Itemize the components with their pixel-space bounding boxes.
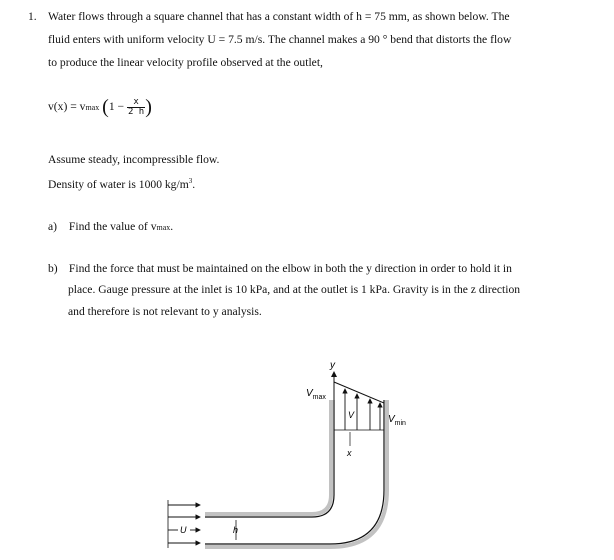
assumption-steady: Assume steady, incompressible flow. <box>48 153 220 166</box>
part-a-letter: a) <box>48 220 58 233</box>
part-b-line-3: and therefore is not relevant to y analysis. <box>68 305 262 318</box>
intro-line-1: Water flows through a square channel that has a constant width of h = 75 mm, as shown below. The <box>48 10 510 23</box>
label-vmax-v: V <box>306 388 313 399</box>
part-b-letter: b) <box>48 262 58 275</box>
label-x: x <box>347 448 352 458</box>
label-vmin <box>388 414 406 427</box>
intro-line-2: fluid enters with uniform velocity U = 7.5 m/s. The channel makes a 90 ° bend that distorts the flow <box>48 33 512 46</box>
label-vmax <box>306 388 326 401</box>
part-b-line-2: place. Gauge pressure at the inlet is 10 kPa, and at the outlet is 1 kPa. Gravity is in the z direction <box>68 283 521 296</box>
intro-line-3: to produce the linear velocity profile observed at the outlet, <box>48 56 323 69</box>
elbow-inner-wall <box>205 400 334 517</box>
elbow-inner-shade <box>205 400 331 514</box>
problem-number: 1. <box>28 10 37 23</box>
part-a-text: Find the value of v <box>68 220 157 233</box>
equation-one-minus: 1 − <box>108 100 125 113</box>
part-a-end: . <box>170 220 174 233</box>
fraction-denominator: 2 h <box>127 106 145 117</box>
part-a-sub: max <box>156 223 171 232</box>
label-vmin-sub: min <box>394 420 406 427</box>
density-exponent: 3 <box>188 177 193 185</box>
label-y: y <box>330 360 335 371</box>
equation-lhs-sub: max <box>85 103 100 112</box>
label-u: U <box>180 525 187 535</box>
fraction-numerator: x <box>127 98 145 108</box>
label-vmax-sub: max <box>312 394 326 401</box>
density-end: . <box>192 177 196 191</box>
label-v: V <box>348 410 355 420</box>
outlet-profile-line <box>334 382 384 403</box>
part-b-text-1: Find the force that must be maintained on the elbow in both the y direction in order to hold it in <box>68 262 512 275</box>
equation-lhs: v(x) = v <box>48 100 86 113</box>
equation-open-paren: ( <box>102 96 109 118</box>
density-text: Density of water is 1000 kg/m <box>48 177 189 191</box>
label-h: h <box>233 525 239 535</box>
equation-close-paren: ) <box>145 96 152 118</box>
label-vmin-v: V <box>388 414 395 425</box>
